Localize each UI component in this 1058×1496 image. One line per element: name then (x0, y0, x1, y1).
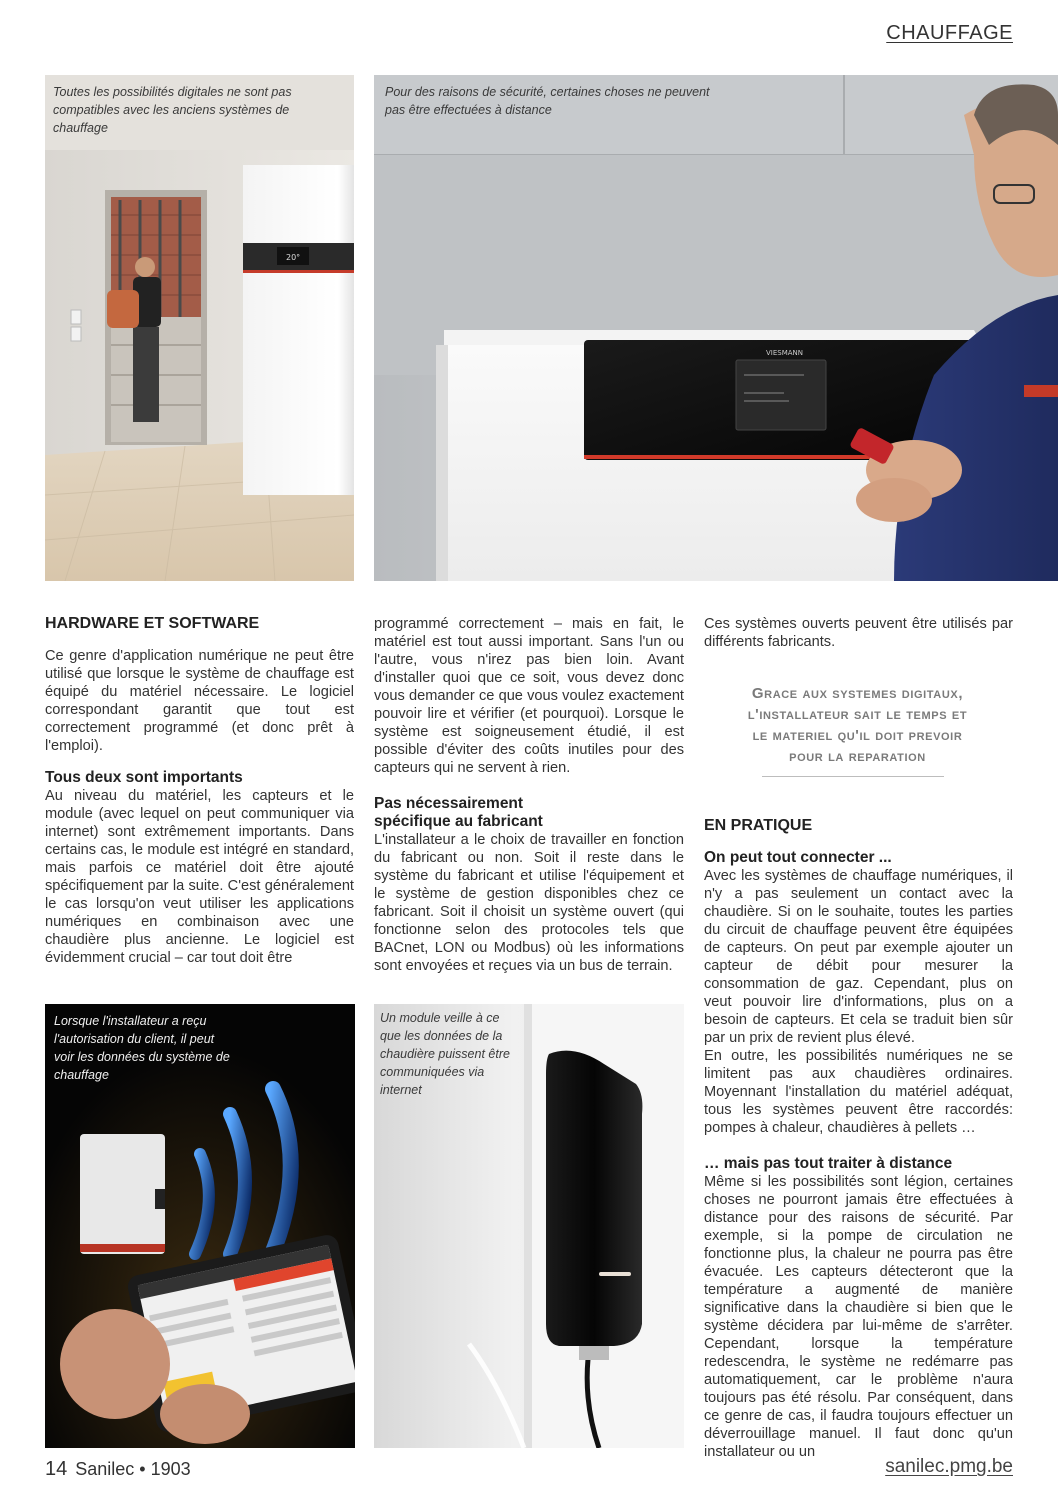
subheading-pas-specifique: Pas nécessairement spécifique au fabricant (374, 795, 543, 830)
paragraph: Avec les systèmes de chauffage numériques, il n'y a pas seulement un contact avec la chaudière. Si on le souhaite, toutes les parties du circuit de chauffage peuvent être équipées de capteurs. On peut par exemple ajouter un capteur de débit pour mesurer la consommation de gaz. Cependant, plus on veut pouvoir lire d'informations, plus on a besoin de capteurs. Et cela se traduit bien sûr par un prix de revient plus élevé. (704, 868, 1013, 1046)
column-3 (704, 615, 1013, 651)
paragraph: Au niveau du matériel, les capteurs et le module (avec lequel on peut communiquer via internet) sont extrêmement importants. Dans certains cas, le module est intégré en standard, mais parfois ce matériel doit être ajouté spécifiquement par la suite. C'est généralement le cas lorsqu'on veut utiliser les applications numériques en combinaison avec une chaudière plus ancienne. Le logiciel est évidemment crucial – car tout doit être (45, 788, 354, 966)
column-1 (45, 615, 354, 967)
boiler-brand-logo: VIESMANN (766, 349, 804, 357)
caption-boiler-room: Toutes les possibilités digitales ne sont pas compatibles avec les anciens systèmes de chauffage (53, 85, 292, 135)
subheading-tous-deux: Tous deux sont importants (45, 769, 243, 786)
publication-issue: Sanilec • 1903 (75, 1459, 191, 1479)
heading-hardware-software: HARDWARE ET SOFTWARE (45, 615, 260, 632)
page-number: 14 (45, 1458, 68, 1480)
paragraph: programmé correctement – mais en fait, le matériel est tout aussi important. Sans l'un ou l'autre, vous n'irez pas bien loin. Avant d'installer quoi que ce soit, vous devez donc vous demander ce que vous voulez exactement pouvoir lire et vérifier (et pourquoi). Lorsque le système est soigneusement étudié, il est possible d'éviter des coûts inutiles pour des capteurs qui ne servent à rien. (374, 616, 684, 776)
paragraph: Ce genre d'application numérique ne peut être utilisé que lorsque le système de chauffage est équipé du matériel nécessaire. Le logiciel correspondant garantit que tout est correctement programmé (et donc prêt à l'emploi). (45, 648, 354, 754)
subheading-tout-connecter: On peut tout connecter ... (704, 849, 892, 866)
section-label: CHAUFFAGE (886, 22, 1013, 44)
paragraph: Ces systèmes ouverts peuvent être utilisés par différents fabricants. (704, 616, 1013, 650)
column-2 (374, 615, 684, 975)
boiler-display-value: 20° (286, 253, 301, 262)
technician-illustration (374, 75, 1058, 581)
footer-publication (45, 1458, 191, 1481)
caption-tablet: Lorsque l'installateur a reçu l'autorisation du client, il peut voir les données du système de chauffage (54, 1014, 230, 1082)
pull-quote-divider (762, 776, 944, 777)
pull-quote: Grace aux systemes digitaux, l'installateur sait le temps et le materiel qu'il doit prevoir pour la reparation (747, 685, 968, 765)
caption-technician: Pour des raisons de sécurité, certaines choses ne peuvent pas être effectuées à distance (385, 85, 710, 117)
paragraph: L'installateur a le choix de travailler en fonction du fabricant ou non. Soit il reste dans le système du fabricant et utilise l'équipement et le système de gestion disponibles chez ce fabricant. Soit il choisit un système ouvert (qui fonctionne selon des protocoles tels que BACnet, LON ou Modbus) où les informations sont envoyées et reçues via un bus de terrain. (374, 832, 684, 974)
photo-technician (374, 75, 1058, 581)
paragraph: En outre, les possibilités numériques ne se limitent pas aux chaudières ordinaires. Moyennant l'installation du matériel adéquat, tous les systèmes peuvent être raccordés: pompes à chaleur, chaudières à pellets … (704, 1048, 1013, 1136)
paragraph: Même si les possibilités sont légion, certaines choses ne pourront jamais être effectuées à distance pour des raisons de sécurité. Par exemple, si la pompe de circulation ne fonctionne plus, la chaleur ne pourra pas être évacuée. Les capteurs détecteront que la température a augmenté de manière significative dans la chaudière si bien que le système décidera par lui-même de s'arrêter. Cependant, lorsque la température redescendra, le système ne redémarre pas automatiquement, car le problème n'aura toujours pas été résolu. Par conséquent, dans ce genre de cas, il faudra toujours effectuer un déverrouillage manuel. Il faut donc qu'un installateur ou un (704, 1174, 1013, 1460)
photo-boiler-room (45, 75, 354, 581)
photo-tablet (45, 1004, 355, 1448)
subheading-pas-distance: … mais pas tout traiter à distance (704, 1155, 953, 1172)
boiler-room-illustration (45, 75, 354, 581)
heading-en-pratique: EN PRATIQUE (704, 817, 813, 834)
photo-module (374, 1004, 684, 1448)
website-link[interactable]: sanilec.pmg.be (885, 1456, 1013, 1477)
column-3-lower (704, 817, 1013, 1461)
caption-module: Un module veille à ce que les données de la chaudière puissent être communiquées via internet (380, 1011, 510, 1097)
